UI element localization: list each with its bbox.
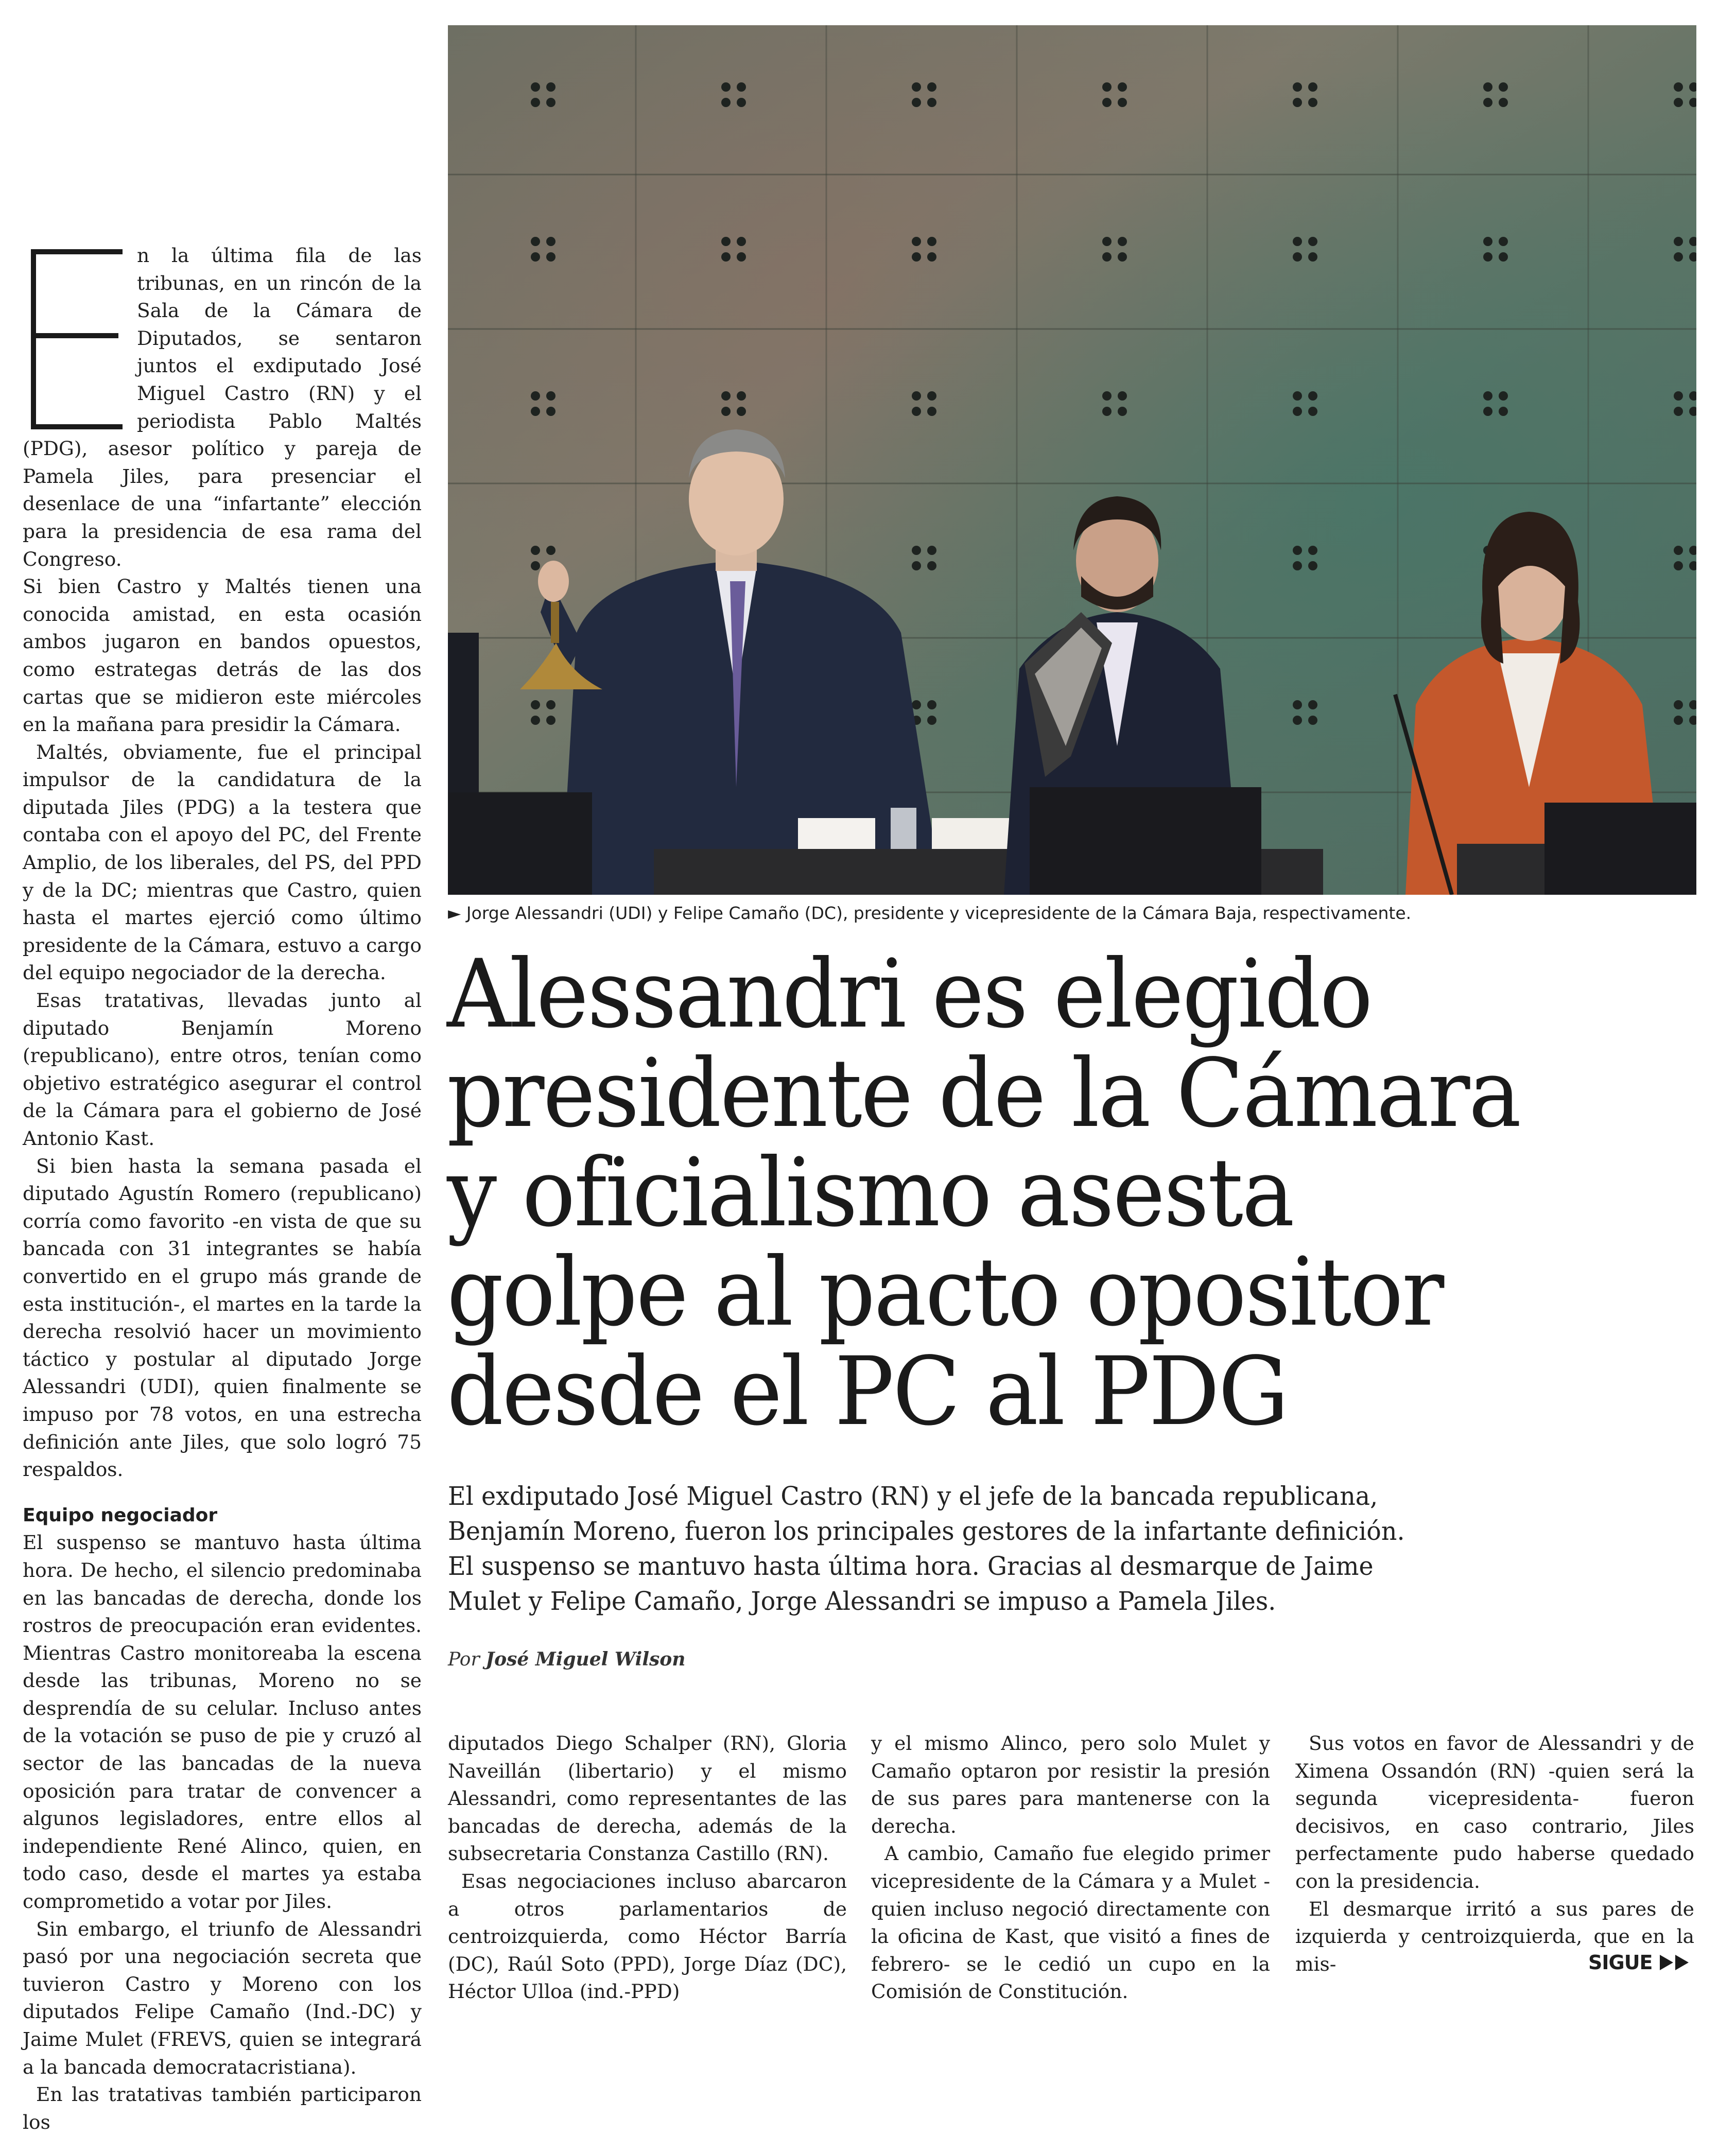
caption-text: Jorge Alessandri (UDI) y Felipe Camaño (DC), presidente y vicepresidente de la Cámara Baja, respectivamente.	[466, 903, 1412, 923]
lede-line: Mulet y Felipe Camaño, Jorge Alessandri se impuso a Pamela Jiles.	[448, 1586, 1276, 1616]
paragraph: Si bien hasta la semana pasada el diputado Agustín Romero (republicano) corría como favorito -en vista de que su bancada con 31 integrantes se había convertido en el grupo más grande de esta institución-, el martes en la tarde la derecha resolvió hacer un movimiento táctico y postular al diputado Jorge Alessandri (UDI), quien finalmente se impuso por 78 votos, en una estrecha definición ante Jiles, que solo logró 75 respaldos.	[23, 1154, 422, 1481]
byline-author: José Miguel Wilson	[485, 1648, 686, 1670]
paragraph: n la última fila de las tribunas, en un rincón de la Sala de la Cámara de Diputados, se sentaron juntos el exdiputado José Miguel Castro (RN) y el periodista Pablo Maltés (PDG), asesor político y pareja de Pamela Jiles, para presenciar el desenlace de una “infartante” elección para la presidencia de esa rama del Congreso.	[23, 244, 422, 570]
paragraph: El desmarque irritó a sus pares de izquierda y centroizquierda, que en la mis-	[1295, 1897, 1694, 1975]
body-column-1	[23, 242, 422, 2136]
lede-line: Benjamín Moreno, fueron los principales gestores de la infartante definición.	[448, 1516, 1405, 1546]
paragraph: En las tratativas también participaron los	[23, 2083, 422, 2133]
continue-marker	[1588, 1951, 1691, 1974]
headline-line: presidente de la Cámara	[447, 1039, 1520, 1149]
paragraph: Esas tratativas, llevadas junto al diputado Benjamín Moreno (republicano), entre otros, tenían como objetivo estratégico asegurar el control de la Cámara para el gobierno de José Antonio Kast.	[23, 989, 422, 1150]
byline-prefix: Por	[448, 1649, 480, 1670]
paragraph: Esas negociaciones incluso abarcaron a otros parlamentarios de centroizquierda, como Héctor Barría (DC), Raúl Soto (PPD), Jorge Díaz (DC), Héctor Ulloa (ind.-PPD)	[448, 1869, 847, 2003]
double-arrow-right-icon	[1659, 1954, 1691, 1971]
continue-label: SIGUE	[1588, 1951, 1653, 1974]
section-subhead: Equipo negociador	[23, 1504, 218, 1526]
body-column-4	[1295, 1730, 1694, 1978]
headline-line: golpe al pacto opositor	[447, 1238, 1443, 1347]
paragraph: A cambio, Camaño fue elegido primer vicepresidente de la Cámara y a Mulet -quien incluso negoció directamente con la oficina de Kast, que visitó a fines de febrero- se le cedió un cupo en la Comisión de Constitución.	[871, 1842, 1270, 2003]
headline	[447, 940, 1637, 1447]
caption-marker-icon: ►	[448, 903, 461, 923]
paragraph: diputados Diego Schalper (RN), Gloria Naveillán (libertario) y el mismo Alessandri, como representantes de las bancadas de derecha, además de la subsecretaria Constanza Castillo (RN).	[448, 1732, 847, 1865]
byline	[448, 1648, 685, 1670]
paragraph: El suspenso se mantuvo hasta última hora. De hecho, el silencio predominaba en las bancadas de derecha, donde los rostros de preocupación eran evidentes. Mientras Castro monitoreaba la escena desde las tribunas, Moreno no se desprendía de su celular. Incluso antes de la votación se puso de pie y cruzó al sector de las bancadas de la nueva oposición para tratar de convencer a algunos legisladores, entre ellos al independiente René Alinco, quien, en todo caso, desde el martes ya estaba comprometido a votar por Jiles.	[23, 1531, 422, 1913]
lede-line: El suspenso se mantuvo hasta última hora. Gracias al desmarque de Jaime	[448, 1551, 1374, 1581]
paragraph: Sin embargo, el triunfo de Alessandri pasó por una negociación secreta que tuvieron Castro y Moreno con los diputados Felipe Camaño (Ind.-DC) y Jaime Mulet (FREVS, quien se integrará a la bancada democratacristiana).	[23, 1917, 422, 2078]
body-column-3	[871, 1730, 1270, 2006]
paragraph: Si bien Castro y Maltés tienen una conocida amistad, en esta ocasión ambos jugaron en bandos opuestos, como estrategas detrás de las dos cartas que se midieron este miércoles en la mañana para presidir la Cámara.	[23, 575, 422, 736]
headline-line: y oficialismo asesta	[447, 1138, 1293, 1248]
photo-caption	[448, 903, 1696, 923]
lede-line: El exdiputado José Miguel Castro (RN) y el jefe de la bancada republicana,	[448, 1481, 1378, 1511]
dropcap-e	[23, 248, 124, 431]
chamber-photo-icon	[448, 25, 1696, 895]
headline-line: desde el PC al PDG	[447, 1337, 1288, 1447]
lede	[448, 1479, 1641, 1619]
paragraph: Maltés, obviamente, fue el principal impulsor de la candidatura de la diputada Jiles (PDG) a la testera que contaba con el apoyo del PC, del Frente Amplio, de los liberales, del PS, del PPD y de la DC; mientras que Castro, quien hasta el martes ejerció como último presidente de la Cámara, estuvo a cargo del equipo negociador de la derecha.	[23, 740, 422, 984]
paragraph: Sus votos en favor de Alessandri y de Ximena Ossandón (RN) -quien será la segunda vicepresidenta- fueron decisivos, en caso contrario, Jiles perfectamente pudo haberse quedado con la presidencia.	[1295, 1732, 1694, 1892]
paragraph: y el mismo Alinco, pero solo Mulet y Camaño optaron por resistir la presión de sus pares para mantenerse con la derecha.	[871, 1732, 1270, 1837]
chamber-photo	[448, 25, 1696, 895]
headline-line: Alessandri es elegido	[447, 940, 1372, 1049]
body-column-2	[448, 1730, 847, 2006]
